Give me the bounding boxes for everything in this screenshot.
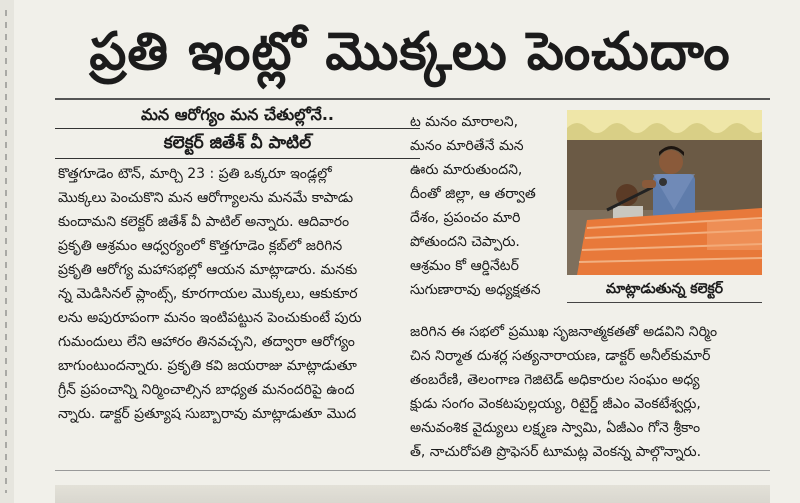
article-line: క్షుడు సంగం వెంకటపుల్లయ్య, రిటైర్డ్ జీఎం వెంకటేశ్వర్లు,: [410, 396, 701, 412]
byline: కలెక్టర్ జితేశ్ వీ పాటిల్: [163, 133, 312, 153]
article-line: గుమందులు లేని ఆహారం తినవచ్చని, తద్వారా ఆరోగ్యం: [58, 334, 355, 350]
gutter-rule: [5, 10, 7, 493]
subhead-rule: [55, 128, 420, 129]
article-line: లను అపురూపంగా మనం ఇంటిపట్టున పెంచుకుంటే పురు: [58, 310, 362, 326]
article-line: న్నారు. డాక్టర్ ప్రత్యూష సుబ్బారావు మాట్లాడుతూ మొద: [58, 406, 357, 422]
article-line: బాగుంటుందన్నారు. ప్రకృతి కవి జయరాజు మాట్లాడుతూ: [58, 358, 357, 374]
news-photo: [567, 110, 762, 275]
article-line: మొక్కలు పెంచుకొని మన ఆరోగ్యాలను మనమే కాపాడు: [58, 190, 354, 206]
article-line: ప్రకృతి ఆశ్రమం ఆధ్వర్యంలో కొత్తగూడెం క్లబ్‌లో జరిగిన: [58, 238, 343, 254]
page-bottom-edge: [55, 485, 770, 503]
article-line: తంబరేణి, తెలంగాణ గెజిటెడ్ అధికారుల సంఘం అధ్య: [410, 372, 700, 388]
article-line: దీంతో జిల్లా, ఆ తర్వాత: [410, 186, 536, 202]
article-column-middle: [410, 110, 560, 302]
article-line: అనువంశిక వైద్యులు లక్ష్మణ స్వామి, ఏజీఎం గోనె శ్రీకాం: [410, 420, 701, 436]
article-column-bottom: [410, 320, 770, 464]
article-line: ఊరు మారుతుందని,: [410, 162, 523, 178]
page-gutter: [0, 0, 14, 503]
article-line: గ్రీన్ ప్రపంచాన్ని నిర్మించాల్సిన బాధ్యత మనందరిపై ఉంద: [58, 382, 355, 398]
article-line: త్, నాచురోపతి ప్రొఫెసర్ టూమట్ల వెంకన్న పాల్గొన్నారు.: [410, 444, 702, 460]
article-line: ఆశ్రమం కో ఆర్డినేటర్: [410, 258, 519, 274]
subheadline: మన ఆరోగ్యం మన చేతుల్లోనే..: [141, 105, 334, 124]
article-line: కొత్తగూడెం టౌన్, మార్చి 23 : ప్రతి ఒక్కరూ ఇండ్లల్లో: [58, 166, 332, 182]
article-line: కుందామని కలెక్టర్ జితేశ్ వీ పాటిల్ అన్నారు. ఆదివారం: [58, 214, 350, 230]
article-line: సుగుణారావు అధ్యక్షతన: [410, 282, 541, 298]
article-line: ప్రకృతి ఆరోగ్య మహాసభల్లో ఆయన మాట్లాడారు. మనకు: [58, 262, 358, 278]
article-line: న్న మెడిసినల్ ప్లాంట్స్, కూరగాయల మొక్కలు, ఆకుకూర: [58, 286, 358, 302]
article-line: మనం మారితేనే మన: [410, 138, 524, 154]
article-line: జరిగిన ఈ సభలో ప్రముఖ సృజనాత్మకతతో అడవిని నిర్మిం: [410, 324, 718, 340]
headline: ప్రతి ఇంట్లో మొక్కలు పెంచుదాం: [89, 22, 731, 82]
article-line: పోతుందని చెప్పారు.: [410, 234, 520, 250]
article-column-left: [58, 162, 416, 426]
article-line: దేశం, ప్రపంచం మారి: [410, 210, 521, 226]
photo-caption: మాట్లాడుతున్న కలెక్టర్: [567, 276, 762, 303]
collector-photo-illustration: [567, 110, 762, 275]
headline-rule: [55, 98, 770, 100]
bottom-rule: [55, 470, 770, 471]
byline-rule: [55, 158, 420, 159]
article-line: ట మనం మారాలని,: [410, 114, 519, 130]
article-line: చిన నిర్మాత దుశర్ల సత్యనారాయణ, డాక్టర్ అనీల్‌కుమార్: [410, 348, 711, 364]
